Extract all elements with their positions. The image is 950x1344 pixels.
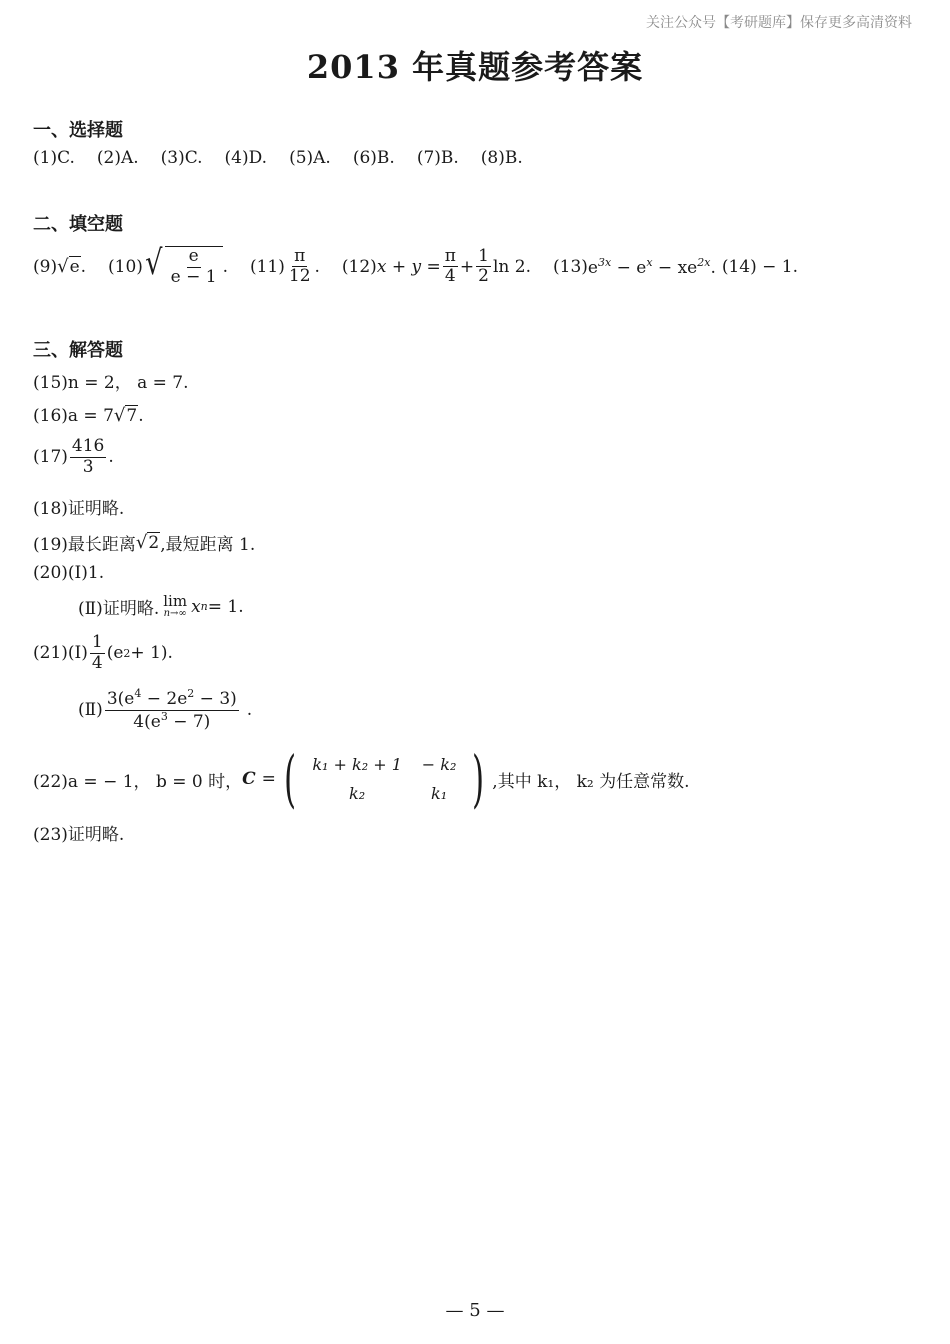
q16-answer: (16)a = 7 √ 7 . [33, 405, 144, 426]
choice-answers [33, 148, 523, 168]
choice-answer: (5)A. [289, 148, 331, 168]
q12-fraction-2: $\frac{1}{2}$ [478, 245, 489, 287]
q9-label: (9) [33, 256, 58, 277]
fill-answers [33, 243, 799, 287]
section-fill-heading: 二、填空题 [33, 214, 123, 235]
q10-sqrt: √ $\frac{e}{e - 1}$ [143, 246, 223, 287]
watermark: 关注公众号【考研题库】保存更多高清资料 [646, 15, 912, 31]
q21-part2: (Ⅱ) $\frac{3(e^4 - 2e^2 - 3)}{4(e^3 - 7)}$ . [78, 687, 253, 732]
q21-part1: (21)(Ⅰ) $\frac{1}{4}$ (e 2 + 1). [33, 632, 173, 673]
q11-label: (11) [249, 256, 285, 277]
q11-end: . [314, 256, 320, 277]
q17-answer: (17) $\frac{416}{3}$ . [33, 436, 114, 477]
q23-answer: (23)证明略. [33, 825, 125, 845]
choice-answer: (2)A. [96, 148, 139, 168]
q15-answer: (15)n = 2， a = 7. [33, 373, 189, 393]
page-number: — 5 — [445, 1300, 505, 1321]
q22-answer: (22)a = − 1， b = 0 时， C = ( k₁ + k₂ + 1 − k₂ k₂ k₁ ) ,其中 k₁， k₂ 为任意常数. [33, 742, 690, 815]
q12-fraction-1: $\frac{\pi}{4}$ [444, 245, 456, 287]
choice-answer: (7)B. [416, 148, 459, 168]
section-solve-heading: 三、解答题 [33, 340, 123, 361]
page-title: 2013 年真题参考答案 [306, 48, 644, 86]
choice-answer: (6)B. [352, 148, 395, 168]
q9-end: . [80, 256, 87, 277]
q13-expr: $e^{3x} - e^x - xe^{2x}$. [587, 255, 716, 278]
q12-label: (12) [341, 256, 377, 277]
q20-part2: (Ⅱ)证明略. lim n→∞ x n = 1. [78, 592, 244, 619]
q14-answer: (14) − 1. [721, 256, 799, 277]
choice-answer: (1)C. [33, 148, 75, 168]
q10-label: (10) [108, 256, 143, 277]
choice-answer: (4)D. [224, 148, 268, 168]
choice-answer: (3)C. [160, 148, 203, 168]
q19-answer: (19)最长距离 √ 2 ,最短距离 1. [33, 532, 256, 555]
q12-lhs: x + y = [376, 256, 441, 277]
q12-tail: ln 2. [493, 256, 532, 277]
q22-matrix: ( k₁ + k₂ + 1 − k₂ k₂ k₁ ) [283, 742, 485, 815]
q10-end: . [222, 256, 228, 277]
q18-answer: (18)证明略. [33, 499, 125, 519]
section-choice-heading: 一、选择题 [33, 120, 123, 141]
q13-label: (13) [553, 256, 588, 277]
q9-sqrt: √ e [57, 256, 80, 278]
q20-part1: (20)(Ⅰ)1. [33, 563, 105, 583]
choice-answer: (8)B. [480, 148, 523, 168]
q12-plus: + [459, 256, 475, 277]
q11-fraction: $\frac{\pi}{12}$ [288, 245, 311, 287]
